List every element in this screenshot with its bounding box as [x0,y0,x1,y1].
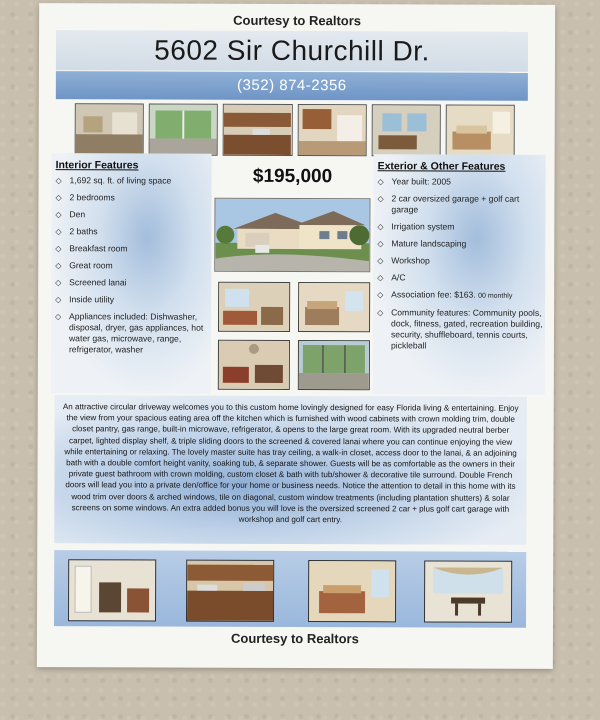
fee-suffix: 00 monthly [478,292,513,300]
list-item: ◇ Workshop [377,255,430,266]
list-item: ◇ 1,692 sq. ft. of living space [55,175,172,186]
property-address: 5602 Sir Churchill Dr. [154,34,430,67]
address-band [56,30,528,72]
house-exterior-photo [214,198,370,273]
photo-master-bedroom [298,282,370,332]
diamond-bullet-icon: ◇ [377,239,384,249]
list-item: ◇ Association fee: $163. 00 monthly [377,289,513,300]
interior-features-panel [51,153,212,394]
photo-kitchen [223,104,292,156]
property-description: An attractive circular driveway welcomes you to this custom home lovingly designed for easy Florida living & entertaining. Enjoy the view from your spacious eating area off the kitchen which is furnished with wood cabinets with crown molding trim, double closet pantry, gas range, built-in microwave, refrigerator, & opens to the large great room. With its upgraded neutral berber carpet, lighted display shelf, & triple sliding doors to the screened & covered lanai where you can continue enjoying the view while entertaining or relaxing. The lovely master suite has tray ceiling, a walk-in closet, access door to the lanai, & an adjoining bath with a double comfort height vanity, soaking tub, & separate shower. Guests will be as comfortable as the owners in their private guest bathroom with crown molding, custom closet & bath with tub/shower & decorative tile surround. Double French doors will lead you into a private den/office for your home or business needs. Notice the attention to detail in this home with its wood trim over doors & arched windows, tile on diagonal, custom window treatments (including plantation shutters) & solar screens on some windows. An extra added bonus you will love is the oversized screened 2 car + plus golf cart garage with workshop and golf cart entry. [62,402,519,525]
phone-number: (352) 874-2356 [237,76,347,95]
courtesy-footer: Courtesy to Realtors [230,630,359,647]
list-item: ◇ Screened lanai [55,277,127,288]
list-item: ◇ Appliances included: Dishwasher, disposal, dryer, gas appliances, hot water gas, microwave, range, refrigerator, washer [55,311,204,355]
diamond-bullet-icon: ◇ [377,194,384,204]
list-item: ◇ 2 baths [55,226,98,237]
photo-garage [75,103,144,155]
interior-features-list [51,175,212,356]
diamond-bullet-icon: ◇ [55,312,62,322]
exterior-features-title: Exterior & Other Features [377,160,506,173]
diamond-bullet-icon: ◇ [55,193,62,203]
list-item: ◇ Community features: Community pools, dock, fitness, gated, recreation building, security, shuffleboard, tennis courts, pickleball [377,307,543,351]
interior-photo-grid [218,282,370,391]
photo-screened-lanai [298,340,370,390]
list-item: ◇ Den [55,209,86,220]
diamond-bullet-icon: ◇ [377,273,384,283]
courtesy-header: Courtesy to Realtors [233,12,362,29]
list-item: ◇ A/C [377,272,406,283]
diamond-bullet-icon: ◇ [55,176,62,186]
list-item: ◇ Mature landscaping [377,238,467,249]
diamond-bullet-icon: ◇ [55,227,62,237]
bottom-photo-band [54,550,526,628]
description-panel [54,395,527,545]
listing-price: $195,000 [252,165,333,188]
phone-band [56,71,528,101]
list-item: ◇ 2 bedrooms [55,192,115,203]
photo-lanai [149,103,218,155]
exterior-features-panel [373,154,546,395]
diamond-bullet-icon: ◇ [377,177,384,187]
diamond-bullet-icon: ◇ [377,222,384,232]
diamond-bullet-icon: ◇ [55,261,62,271]
photo-family-room [218,340,290,390]
diamond-bullet-icon: ◇ [55,210,62,220]
diamond-bullet-icon: ◇ [377,290,384,300]
photo-great-room [218,282,290,332]
exterior-features-list [373,176,546,352]
list-item: ◇ Irrigation system [377,221,455,232]
photo-living [371,104,440,156]
list-item: ◇ Inside utility [55,294,115,305]
photo-strip [75,103,515,157]
photo-bedroom-2 [308,560,396,622]
photo-den [68,559,156,621]
list-item: ◇ Breakfast room [55,243,128,254]
diamond-bullet-icon: ◇ [55,295,62,305]
photo-bedroom [445,105,514,157]
flyer-sheet [37,3,555,669]
photo-kitchen-2 [297,104,366,156]
diamond-bullet-icon: ◇ [377,308,384,318]
photo-kitchen-wide [186,560,274,622]
photo-dining [424,560,512,622]
list-item: ◇ 2 car oversized garage + golf cart garage [377,193,520,215]
list-item: ◇ Year built: 2005 [377,176,451,187]
diamond-bullet-icon: ◇ [55,244,62,254]
center-column [214,154,371,395]
interior-features-title: Interior Features [55,159,139,172]
diamond-bullet-icon: ◇ [55,278,62,288]
diamond-bullet-icon: ◇ [377,256,384,266]
list-item: ◇ Great room [55,260,113,271]
